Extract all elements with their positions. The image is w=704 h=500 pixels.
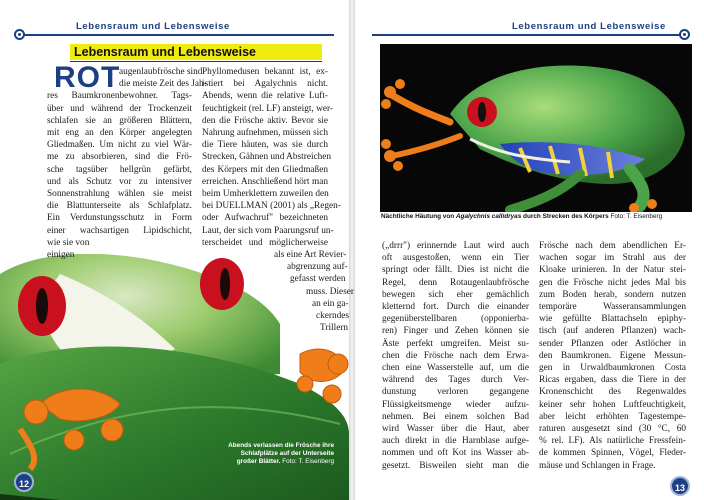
text-line: Sonnenstrahlung wählen sie meist	[47, 189, 192, 200]
body-column-2	[202, 66, 355, 334]
text-line: an ein ga-	[312, 298, 349, 309]
text-line: bei DUELLMAN (2001) als „Regen-	[202, 201, 341, 212]
frog-stretching-photo	[380, 44, 692, 212]
text-line: wie sie von	[47, 237, 90, 248]
frog-stretching-illustration	[380, 44, 692, 212]
text-line: zum Boden herab, sondern nutzen	[539, 289, 686, 300]
text-line: über und während der Trockenzeit	[47, 103, 192, 114]
text-line: einigen	[47, 250, 75, 261]
caption-species: Agalychnis callidryas	[455, 213, 522, 220]
right-header-rule	[372, 34, 680, 36]
text-line: de kommen Spinnen, Vögel, Fleder-	[539, 448, 686, 459]
text-line: terscheidet und möglicherweise	[202, 237, 328, 248]
text-line: mit eng an den Körper angelegten	[47, 128, 192, 138]
text-line: % rel. LF). Als natürliche Fressfein-	[539, 436, 686, 447]
text-line: Regel, denn Rotaugenlaubfrösche	[382, 277, 529, 288]
text-line: Ricas ergaben, dass die Tiere in der	[539, 375, 686, 386]
body-column-3	[382, 240, 529, 472]
section-heading: Lebensraum und Lebensweise	[70, 44, 322, 60]
text-line: feuchtigkeit (rel. LF) ansteigt, wer-	[202, 103, 333, 114]
text-line: keiner sehr hohen Luftfeuchtigkeit,	[539, 399, 686, 410]
text-line: springt oder fällt. Dies ist nicht die	[382, 265, 529, 276]
text-line: chen die Frösche nach dem Erwa-	[382, 350, 529, 361]
text-line: Gliedmaßen. Um nicht zu viel Wär-	[47, 140, 192, 151]
page-number-right: 13	[670, 476, 690, 496]
text-line: oder Aufwachruf" bezeichneten	[202, 213, 328, 224]
text-line: Ein Verdunstungsschutz in Form	[47, 213, 192, 224]
caption-credit: Foto: T. Eisenberg	[282, 458, 334, 466]
caption-text: durch Strecken des Körpers	[521, 213, 609, 220]
caption-credit: Foto: T. Eisenberg	[610, 213, 663, 220]
right-header-dot	[679, 29, 690, 40]
right-header-title: Lebensraum und Lebensweise	[512, 21, 666, 32]
text-line: augenlaubfrösche sind	[119, 67, 203, 77]
text-line: Frösche nach dem abendlichen Er-	[539, 241, 686, 251]
text-line: Laut, der sich vom Paarungsruf un-	[202, 225, 334, 236]
text-line: die Tiere häuten, was sie durch	[202, 140, 328, 151]
text-line: nehmen. Bei einem solchen Bad	[382, 411, 529, 422]
text-line: ckerndes	[316, 311, 350, 322]
text-line: auch direkt in die Harnblase aufge-	[382, 436, 529, 447]
text-line: tisch (auf anderen Pflanzen) wach-	[539, 326, 686, 337]
text-line: wachen sogar im Strahl aus der	[539, 253, 686, 264]
text-line: den Baumkronen. Eigene Messun-	[539, 350, 686, 361]
text-line: sender Pflanzen oder Astlöcher in	[539, 338, 686, 349]
left-header-title: Lebensraum und Lebensweise	[76, 21, 230, 32]
text-line: Äste perfekt umgreifen. Meist su-	[382, 338, 529, 349]
page-gutter	[349, 0, 355, 500]
text-line: Phyllomedusen bekannt ist, ex-	[202, 67, 328, 77]
text-line: als eine Art Revier-	[274, 250, 347, 261]
text-line: Strecken, Gähnen und Abstreichen	[202, 152, 332, 163]
caption-text: Abends verlassen die Frösche ihre Schlafplätze auf der Unterseite großer Blätter.	[228, 442, 334, 466]
text-line: die Blattunterseite als Schlafplatz.	[47, 201, 192, 212]
text-line: während des Tages durch Ver-	[382, 375, 529, 386]
text-line: Flüssigkeitsmenge wieder aufzu-	[382, 399, 529, 410]
text-line: den die Frösche aktiv. Bevor sie	[202, 115, 328, 126]
right-photo-caption	[381, 213, 691, 221]
text-line: wird Wasser über die Haut, aber	[382, 424, 529, 435]
drop-cap: ROT	[54, 61, 121, 94]
text-line: muss. Dieser	[306, 286, 355, 297]
page-number-left: 12	[14, 472, 34, 492]
text-line: Kronenschicht des Regenwaldes	[539, 387, 686, 398]
body-column-1	[47, 90, 192, 261]
text-line: nommen und oft Kot ins Wasser ab-	[382, 448, 529, 459]
text-line: kletternd fort. Durch die einander	[382, 302, 529, 313]
text-line: abgrenzung auf-	[287, 262, 348, 273]
text-line: gefasst werden	[290, 274, 346, 285]
text-line: einer wachsartigen Lipidschicht,	[47, 225, 192, 236]
text-line: des Körpers mit den Gliedmaßen	[202, 164, 328, 175]
text-line: Nahrung aufnehmen, müssen sich	[202, 128, 328, 139]
text-line: schlafen sie an größeren Blättern,	[47, 115, 192, 126]
text-line: gesetzt. Bisweilen sieht man die	[382, 460, 529, 471]
text-line: gen die Frösche nicht jedes Mal bis	[539, 277, 686, 288]
text-line: Trillern	[320, 323, 349, 334]
text-line: mäuse und Schlangen in Frage.	[539, 460, 656, 471]
text-line: und als Schutz vor zu intensiver	[47, 176, 192, 187]
text-line: istiert bei Agalychnis nicht.	[202, 79, 328, 90]
text-line: bewegen sich eher gemächlich	[382, 289, 529, 300]
text-line: oft ausgestoßen, wenn ein Tier	[382, 253, 529, 264]
text-line: gegenüberstellbaren (opponierba-	[382, 314, 529, 325]
text-line: gen in Urwaldbaumkronen Costa	[539, 363, 686, 374]
left-header-rule	[24, 34, 334, 36]
text-line: temporäre Wasseransammlungen	[539, 302, 686, 313]
left-photo-caption	[226, 442, 334, 467]
text-line: me zu absorbieren, sind die Frö-	[47, 152, 192, 163]
text-line: ren) Finger und Zehen können sie	[382, 326, 529, 337]
text-line: die meiste Zeit des Jah-	[119, 79, 207, 90]
text-line: Abends, wenn die relative Luft-	[202, 91, 328, 102]
text-line: Kloake urinieren. In der Natur stei-	[539, 265, 686, 276]
text-line: dunstung verloren gegangene	[382, 387, 529, 398]
text-line: raturen ausgesetzt sind (30 °C, 60	[539, 424, 686, 435]
text-line: sche tagsüber hellgrün gefärbt,	[47, 164, 192, 175]
body-column-4	[539, 240, 686, 472]
caption-text: Nächtliche Häutung von	[381, 213, 456, 220]
text-line: chen eine Wasserstelle auf, um die	[382, 363, 529, 374]
text-line: erreichen. Anschließend hört man	[202, 176, 328, 187]
body-column-1-intro	[119, 66, 207, 90]
text-line: res Baumkronenbewohner. Tags-	[47, 91, 192, 102]
text-line: beim Umherklettern zuweilen den	[202, 189, 329, 200]
text-line: wie gefüllte Blattachseln epiphy-	[539, 314, 686, 325]
text-line: („drrr") erinnernde Laut wird auch	[382, 241, 529, 251]
text-line: aber leicht erhöhten Tagestempe-	[539, 411, 686, 422]
